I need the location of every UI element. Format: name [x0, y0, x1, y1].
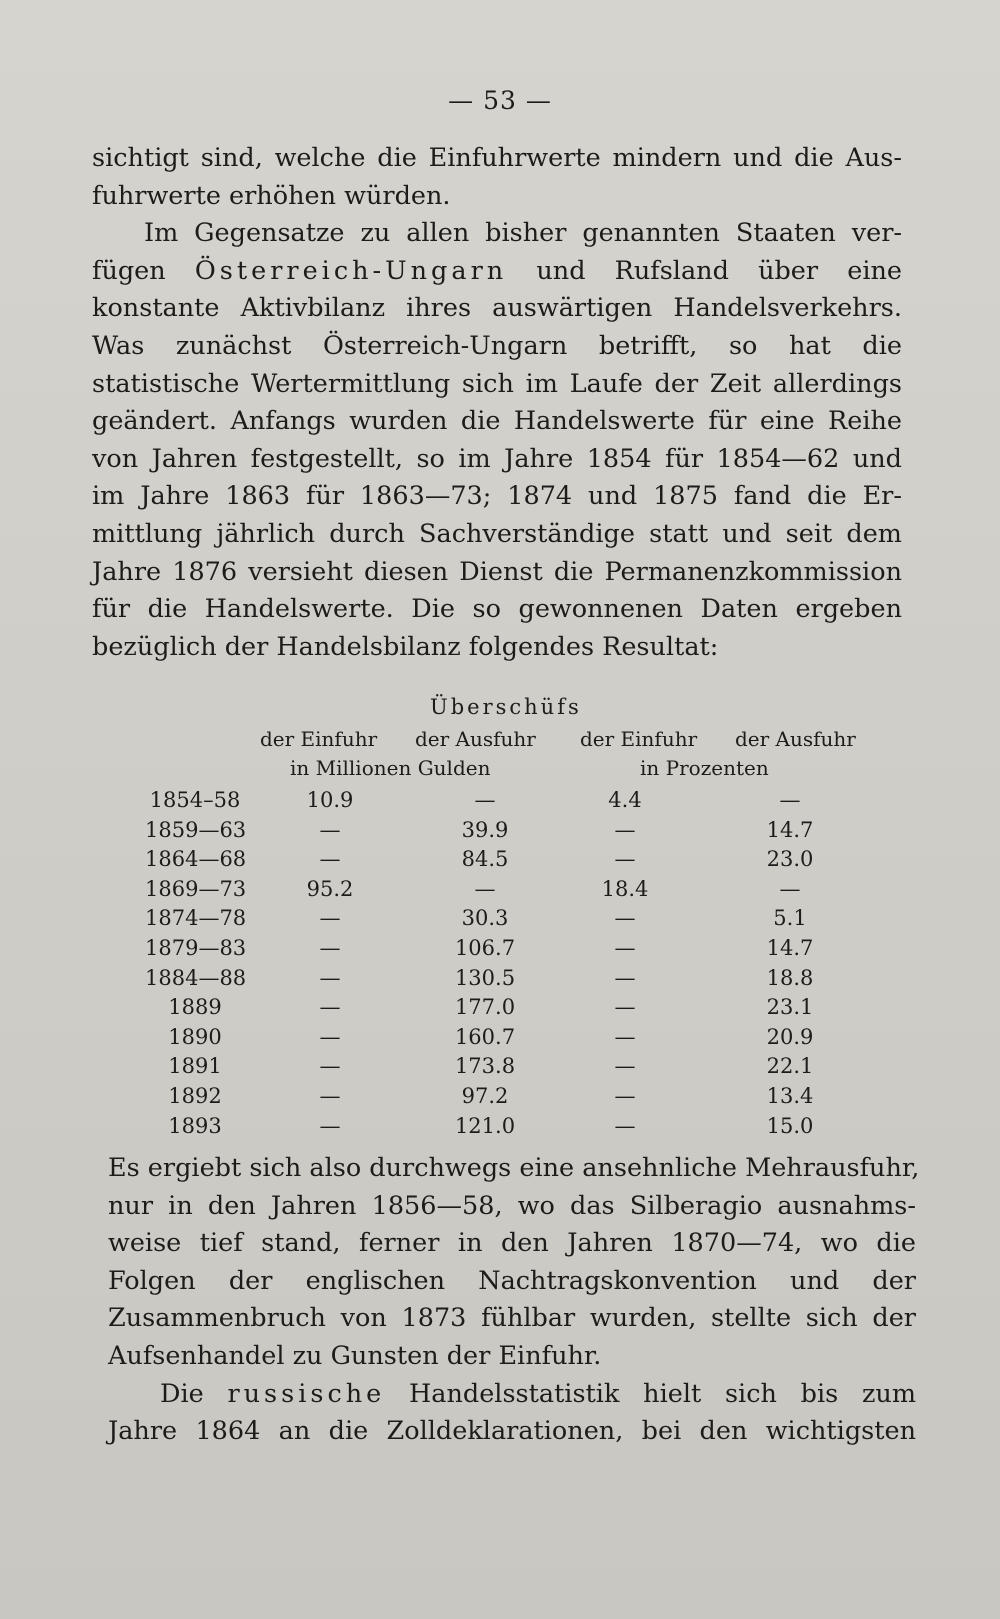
emphasized-country: russische [227, 1378, 386, 1409]
text-line: fuhrwerte erhöhen würden. [92, 180, 451, 211]
table-row [140, 1084, 900, 1114]
paragraph-intro [92, 140, 902, 666]
table-row [140, 966, 900, 996]
import-surplus-gulden-cell: — [319, 847, 341, 872]
paragraph-conclusion [108, 1150, 920, 1451]
export-surplus-percent-cell: 14.7 [766, 935, 814, 960]
export-surplus-gulden-cell: 160.7 [454, 1024, 516, 1049]
unit-label-percent: in Prozenten [640, 756, 769, 780]
period-cell: 1879—83 [145, 935, 247, 960]
import-surplus-percent-cell: — [614, 965, 636, 990]
table-row [140, 1114, 900, 1144]
period-cell: 1893 [168, 1113, 222, 1138]
column-header: der Ausfuhr [735, 727, 856, 751]
export-surplus-gulden-cell: — [474, 876, 496, 901]
text-line: mittlung jährlich durch Sachverständige statt und seit dem [92, 518, 902, 549]
import-surplus-percent-cell: — [614, 995, 636, 1020]
import-surplus-gulden-cell: — [319, 935, 341, 960]
export-surplus-percent-cell: 14.7 [766, 817, 814, 842]
table-row [140, 788, 900, 818]
text-line: Was zunächst Österreich-Ungarn betrifft, so hat die [92, 330, 902, 361]
column-header: der Einfuhr [260, 727, 378, 751]
text-line: Jahre 1864 an die Zolldeklarationen, bei den wichtigsten [108, 1416, 916, 1447]
export-surplus-percent-cell: — [779, 876, 801, 901]
import-surplus-percent-cell: 4.4 [608, 788, 642, 812]
text-line: nur in den Jahren 1856—58, wo das Silberagio ausnahms- [108, 1190, 916, 1221]
unit-label-gulden: in Millionen Gulden [290, 756, 491, 780]
export-surplus-percent-cell: 20.9 [766, 1024, 814, 1049]
text-line: Folgen der englischen Nachtragskonvention und der [108, 1265, 916, 1296]
period-cell: 1869—73 [145, 876, 247, 901]
export-surplus-percent-cell: 5.1 [773, 906, 807, 931]
period-cell: 1892 [168, 1083, 222, 1108]
import-surplus-percent-cell: — [614, 1113, 636, 1138]
column-header: der Einfuhr [580, 727, 698, 751]
export-surplus-gulden-cell: 177.0 [454, 995, 516, 1020]
export-surplus-percent-cell: — [779, 788, 801, 812]
table-row [140, 995, 900, 1025]
export-surplus-gulden-cell: 39.9 [461, 817, 509, 842]
text-line: weise tief stand, ferner in den Jahren 1870—74, wo die [108, 1228, 916, 1259]
period-cell: 1864—68 [145, 847, 247, 872]
period-cell: 1854–58 [149, 788, 241, 812]
export-surplus-percent-cell: 23.1 [766, 995, 814, 1020]
export-surplus-gulden-cell: 173.8 [454, 1054, 516, 1079]
text-line: von Jahren festgestellt, so im Jahre 1854 für 1854—62 und [92, 443, 902, 474]
export-surplus-percent-cell: 15.0 [766, 1113, 814, 1138]
import-surplus-percent-cell: — [614, 1024, 636, 1049]
table-row [140, 906, 900, 936]
import-surplus-gulden-cell: — [319, 965, 341, 990]
column-header: der Ausfuhr [415, 727, 536, 751]
import-surplus-gulden-cell: 95.2 [306, 876, 354, 901]
text-line: Aufsenhandel zu Gunsten der Einfuhr. [108, 1340, 602, 1371]
text-line: Im Gegensatze zu allen bisher genannten Staaten ver- [144, 218, 902, 249]
table-row [140, 1025, 900, 1055]
text-line: Es ergiebt sich also durchwegs eine ansehnliche Mehrausfuhr, [108, 1153, 920, 1183]
text-line: fügen Österreich-Ungarn und Rufsland über eine [92, 255, 902, 286]
import-surplus-percent-cell: — [614, 1083, 636, 1108]
text-line: konstante Aktivbilanz ihres auswärtigen Handelsverkehrs. [92, 293, 902, 324]
import-surplus-gulden-cell: — [319, 906, 341, 931]
export-surplus-gulden-cell: 106.7 [454, 935, 516, 960]
import-surplus-percent-cell: — [614, 847, 636, 872]
export-surplus-gulden-cell: 97.2 [461, 1083, 509, 1108]
export-surplus-gulden-cell: — [474, 788, 496, 812]
text-line: für die Handelswerte. Die so gewonnenen Daten ergeben [92, 594, 902, 625]
text-line: im Jahre 1863 für 1863—73; 1874 und 1875 fand die Er- [92, 481, 902, 512]
export-surplus-gulden-cell: 130.5 [454, 965, 516, 990]
period-cell: 1874—78 [145, 906, 247, 931]
page-number: — 53 — [448, 86, 552, 115]
text-line: Die russische Handelsstatistik hielt sich bis zum [160, 1378, 916, 1409]
table-row [140, 818, 900, 848]
period-cell: 1884—88 [145, 965, 247, 990]
import-surplus-gulden-cell: — [319, 1054, 341, 1079]
table-row [140, 936, 900, 966]
text-line: geändert. Anfangs wurden die Handelswerte für eine Reihe [92, 406, 902, 437]
import-surplus-gulden-cell: — [319, 1113, 341, 1138]
export-surplus-gulden-cell: 30.3 [461, 906, 509, 931]
emphasized-country: Österreich-Ungarn [194, 255, 508, 286]
import-surplus-percent-cell: — [614, 906, 636, 931]
export-surplus-percent-cell: 13.4 [766, 1083, 814, 1108]
import-surplus-gulden-cell: — [319, 817, 341, 842]
text-line: Zusammenbruch von 1873 fühlbar wurden, stellte sich der [108, 1303, 916, 1334]
text-line: sichtigt sind, welche die Einfuhrwerte mindern und die Aus- [92, 143, 902, 173]
text-line: bezüglich der Handelsbilanz folgendes Resultat: [92, 631, 719, 662]
export-surplus-percent-cell: 22.1 [766, 1054, 814, 1079]
period-cell: 1889 [168, 995, 222, 1020]
text-line: Jahre 1876 versieht diesen Dienst die Permanenzkommission [92, 556, 902, 587]
export-surplus-percent-cell: 23.0 [766, 847, 814, 872]
table-body [140, 788, 900, 1143]
import-surplus-gulden-cell: — [319, 1083, 341, 1108]
import-surplus-percent-cell: — [614, 817, 636, 842]
import-surplus-gulden-cell: — [319, 1024, 341, 1049]
export-surplus-percent-cell: 18.8 [766, 965, 814, 990]
import-surplus-gulden-cell: — [319, 995, 341, 1020]
period-cell: 1891 [168, 1054, 222, 1079]
table-title: Überschüfs [430, 695, 582, 719]
period-cell: 1890 [168, 1024, 222, 1049]
period-cell: 1859—63 [145, 817, 247, 842]
text-line: statistische Wertermittlung sich im Laufe der Zeit allerdings [92, 368, 902, 399]
export-surplus-gulden-cell: 121.0 [454, 1113, 516, 1138]
import-surplus-percent-cell: — [614, 1054, 636, 1079]
table-row [140, 877, 900, 907]
import-surplus-percent-cell: 18.4 [601, 876, 649, 901]
import-surplus-percent-cell: — [614, 935, 636, 960]
table-row [140, 1054, 900, 1084]
export-surplus-gulden-cell: 84.5 [461, 847, 509, 872]
import-surplus-gulden-cell: 10.9 [306, 788, 354, 812]
table-row [140, 847, 900, 877]
